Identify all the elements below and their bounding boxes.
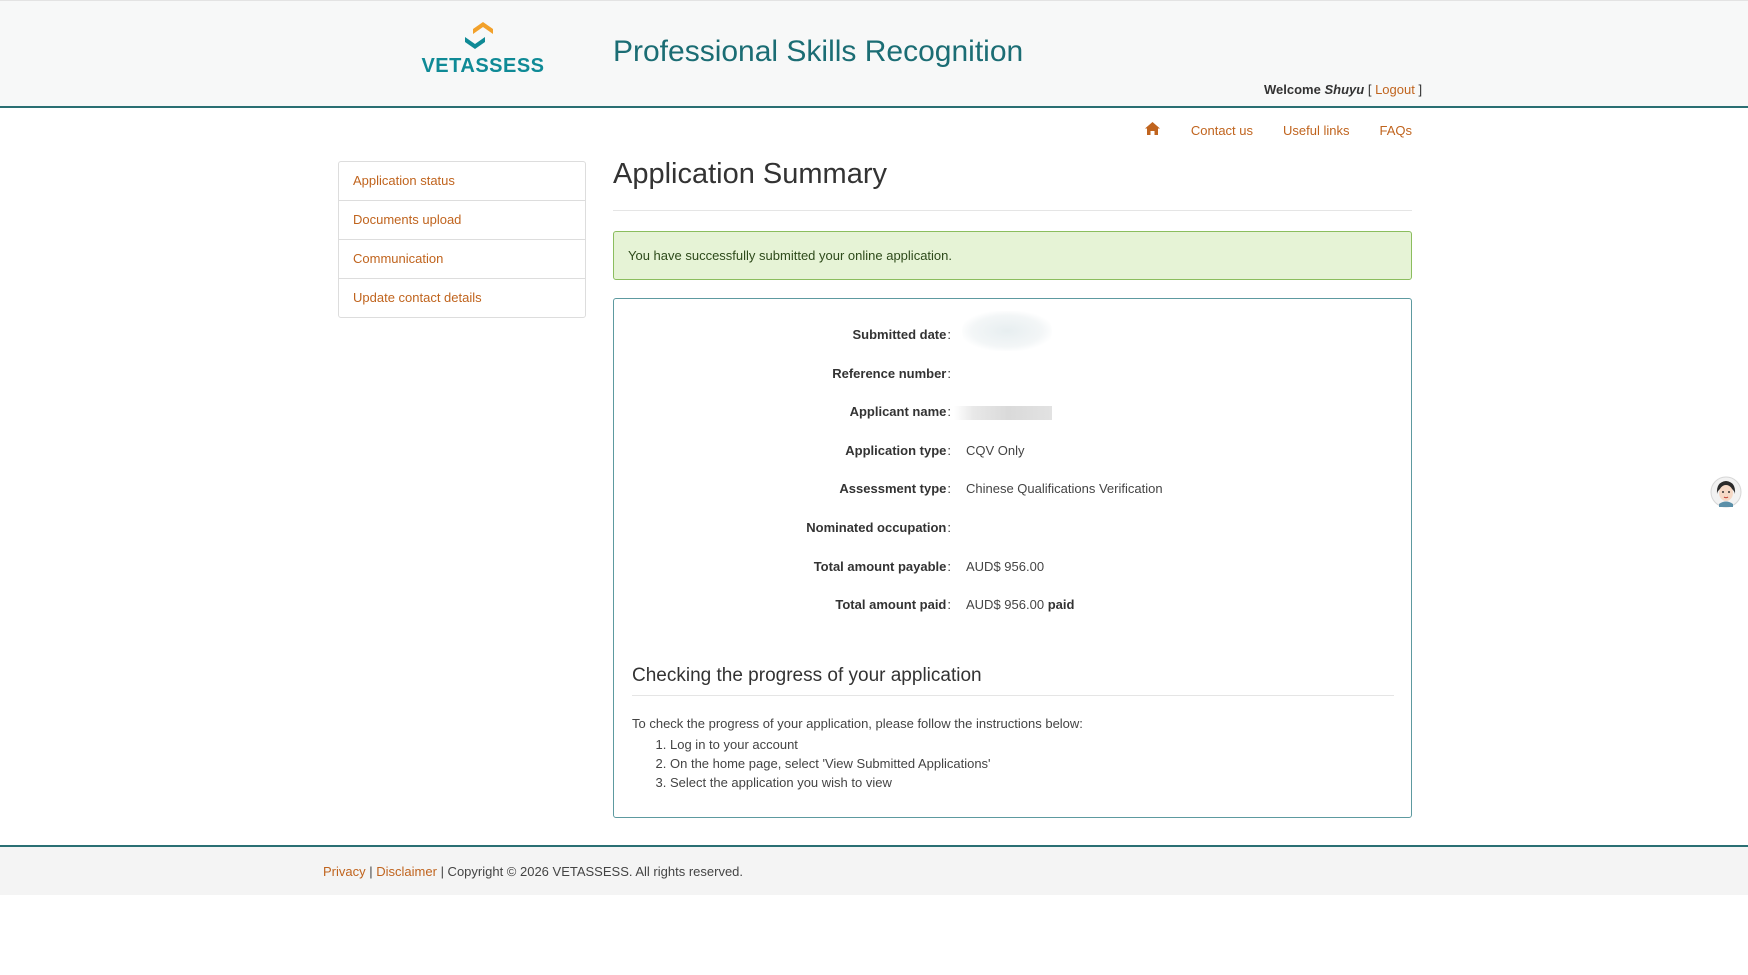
bracket-close: ]: [1418, 82, 1423, 97]
summary-row-reference-number: [614, 366, 1411, 386]
home-icon: [1144, 121, 1161, 136]
field-label: Total amount payable :: [814, 559, 951, 574]
field-label: Total amount paid :: [835, 597, 951, 612]
field-value: AUD$ 956.00: [966, 559, 1045, 574]
summary-row-applicant-name: [614, 404, 1411, 424]
title-divider: [613, 210, 1412, 211]
summary-row-nominated-occupation: [614, 520, 1411, 540]
sidebar-item-communication[interactable]: [339, 240, 585, 279]
redacted-value: [954, 406, 1052, 420]
summary-row-assessment-type: [614, 481, 1411, 501]
field-label: Submitted date :: [852, 327, 951, 342]
summary-row-application-type: [614, 443, 1411, 463]
sidebar-item-label[interactable]: Communication: [353, 251, 444, 266]
field-label: Applicant name :: [850, 404, 951, 419]
sidebar-item-label[interactable]: Update contact details: [353, 290, 482, 305]
logo-text: VETASSESS: [421, 55, 545, 77]
field-label: Application type :: [845, 443, 951, 458]
progress-intro: To check the progress of your application, please follow the instructions below:: [632, 716, 1083, 731]
progress-heading: Checking the progress of your application: [632, 665, 982, 686]
welcome-label: Welcome: [1264, 82, 1321, 97]
privacy-link[interactable]: Privacy: [323, 864, 366, 879]
footer-text: [323, 864, 743, 879]
copyright-text: | Copyright © 2026 VETASSESS. All rights reserved.: [440, 864, 744, 879]
field-label: Assessment type :: [839, 481, 951, 496]
footer-separator: |: [369, 864, 373, 879]
field-value: CQV Only: [966, 443, 1025, 458]
summary-row-submitted-date: [614, 327, 1411, 347]
vetassess-logo[interactable]: [418, 19, 548, 79]
bracket-open: [: [1367, 82, 1372, 97]
sidebar: [338, 161, 586, 318]
top-nav: [1144, 121, 1412, 139]
redacted-value: [962, 311, 1052, 351]
paid-suffix: paid: [1047, 597, 1075, 612]
summary-panel: [613, 298, 1412, 818]
page-title: Application Summary: [613, 158, 887, 190]
paid-amount: AUD$ 956.00: [966, 597, 1045, 612]
list-item: 3. Select the application you wish to view: [670, 773, 991, 792]
progress-steps: [632, 735, 991, 792]
field-label: Reference number :: [832, 366, 951, 381]
chat-avatar-icon[interactable]: [1710, 476, 1742, 508]
sidebar-item-update-contact-details[interactable]: [339, 279, 585, 317]
logout-link[interactable]: Logout: [1375, 82, 1415, 97]
summary-row-total-paid: [614, 597, 1411, 617]
list-item: 1. Log in to your account: [670, 735, 991, 754]
site-title: Professional Skills Recognition: [613, 35, 1024, 68]
site-footer: [0, 845, 1748, 895]
disclaimer-link[interactable]: Disclaimer: [376, 864, 437, 879]
list-item: 2. On the home page, select 'View Submitted Applications': [670, 754, 991, 773]
welcome-bar: [1264, 82, 1422, 97]
field-value: Chinese Qualifications Verification: [966, 481, 1163, 496]
sidebar-item-documents-upload[interactable]: [339, 201, 585, 240]
logo-mark-icon: [418, 19, 548, 55]
summary-row-total-payable: [614, 559, 1411, 579]
field-label: Nominated occupation :: [806, 520, 951, 535]
useful-links-link[interactable]: Useful links: [1283, 122, 1350, 138]
field-value: [966, 597, 1074, 612]
sidebar-item-label[interactable]: Application status: [353, 173, 455, 188]
success-alert: You have successfully submitted your online application.: [613, 231, 1412, 280]
home-link[interactable]: [1144, 121, 1161, 139]
user-name: Shuyu: [1324, 82, 1365, 97]
progress-divider: [632, 695, 1394, 696]
contact-us-link[interactable]: Contact us: [1190, 122, 1254, 138]
sidebar-item-application-status[interactable]: [339, 162, 585, 201]
sidebar-item-label[interactable]: Documents upload: [353, 212, 462, 227]
faqs-link[interactable]: FAQs: [1379, 122, 1412, 138]
site-header: [0, 0, 1748, 108]
